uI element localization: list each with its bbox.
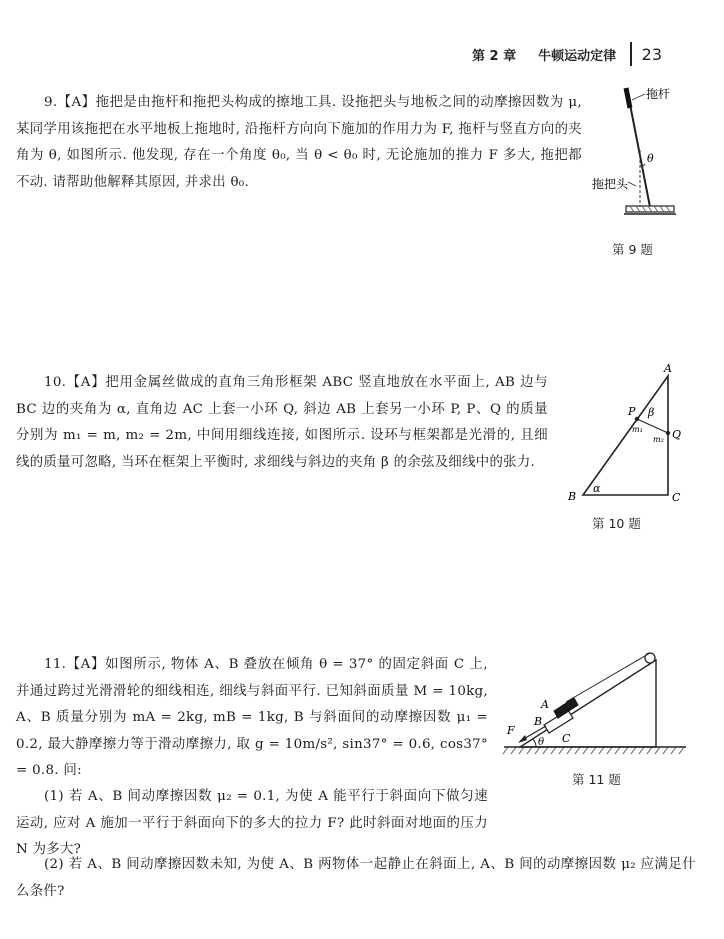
ring-p xyxy=(635,417,639,421)
head-label-leader xyxy=(628,182,636,186)
incline-c-label: C xyxy=(562,732,571,745)
m2-label: m₂ xyxy=(653,435,664,444)
page-number: 23 xyxy=(641,44,662,64)
header-divider xyxy=(630,42,632,66)
figure-9-mop xyxy=(590,82,700,232)
figure-9-caption: 第 9 题 xyxy=(612,242,653,257)
ring-q xyxy=(666,431,670,435)
theta-label: θ xyxy=(538,737,545,748)
string-upper xyxy=(566,653,650,702)
figure-10-caption: 第 10 题 xyxy=(592,516,641,531)
vertex-a-label: A xyxy=(664,362,672,375)
force-f-arrowhead xyxy=(518,735,527,743)
m1-label: m₁ xyxy=(632,425,643,434)
question-11-intro xyxy=(16,652,488,785)
figure-11-incline xyxy=(500,644,690,762)
ground-hatching xyxy=(503,747,684,754)
string-lower xyxy=(570,662,653,715)
rod-label-leader xyxy=(632,94,645,100)
figure-11-caption: 第 11 题 xyxy=(572,772,621,787)
question-10 xyxy=(16,370,548,476)
question-10-text: 10.【A】把用金属丝做成的直角三角形框架 ABC 竖直地放在水平面上, AB 边与 BC 边的夹角为 α, 直角边 AC 上套一小环 Q, 斜边 AB 上套另一小环 P, P、Q 的质量分别为 m₁ = m, m₂ = 2m, 中间用细线连接, 如图所示. 设环与框架都是光滑的, 且细线的质量可忽略, 当环在框架上平衡时, 求细线与斜边的夹角 β 的余弦及细线中的张力. xyxy=(16,375,548,470)
force-f-label: F xyxy=(507,724,515,737)
chapter-title: 牛顿运动定律 xyxy=(538,48,617,64)
incline-angle-arc xyxy=(532,739,536,747)
question-11-part-1-text: (1) 若 A、B 间动摩擦因数 μ₂ = 0.1, 为使 A 能平行于斜面向下做匀速运动, 应对 A 施加一平行于斜面向下的多大的拉力 F? 此时斜面对地面的压力 N 为多大? xyxy=(16,789,488,857)
ring-q-label: Q xyxy=(672,428,682,441)
mop-grip xyxy=(626,88,630,108)
question-9-text: 9.【A】拖把是由拖杆和拖把头构成的擦地工具. 设拖把头与地板之间的动摩擦因数为 μ, 某同学用该拖把在水平地板上拖地时, 沿拖杆方向向下施加的作用力为 F, 拖杆与竖直方向的夹角为 θ, 如图所示. 他发现, 存在一个角度 θ₀, 当 θ < θ₀ 时, 无论施加的推力 F 多大, 拖把都不动. 请帮助他解释其原因, 并求出 θ₀. xyxy=(16,95,582,190)
chapter-number: 第 2 章 xyxy=(472,48,517,64)
page-header xyxy=(472,42,662,66)
vertex-b-label: B xyxy=(568,490,577,503)
head-label: 拖把头 xyxy=(592,177,629,191)
rod-label: 拖杆 xyxy=(646,87,671,101)
question-11-part-2-text: (2) 若 A、B 间动摩擦因数未知, 为使 A、B 两物体一起静止在斜面上, A、B 间的动摩擦因数 μ₂ 应满足什么条件? xyxy=(16,857,696,899)
question-11-part-2 xyxy=(16,852,696,905)
block-b-label: B xyxy=(534,715,543,728)
block-a-label: A xyxy=(541,698,549,711)
question-11-text: 11.【A】如图所示, 物体 A、B 叠放在倾角 θ = 37° 的固定斜面 C 上, 并通过跨过光滑滑轮的细线相连, 细线与斜面平行. 已知斜面质量 M = 10kg, A、B 质量分别为 mA = 2kg, mB = 1kg, B 与斜面间的动摩擦因数 μ₁ = 0.2, 最大静摩擦力等于滑动摩擦力, 取 g = 10m/s², sin37° = 0.6, cos37° = 0.8. 问: xyxy=(16,657,488,778)
beta-label: β xyxy=(648,406,655,419)
ring-p-label: P xyxy=(628,405,636,418)
theta-label: θ xyxy=(647,152,654,165)
figure-10-triangle xyxy=(560,362,700,512)
question-9 xyxy=(16,90,582,196)
alpha-label: α xyxy=(593,482,601,495)
mop-rod xyxy=(628,94,650,207)
vertex-c-label: C xyxy=(672,491,681,504)
